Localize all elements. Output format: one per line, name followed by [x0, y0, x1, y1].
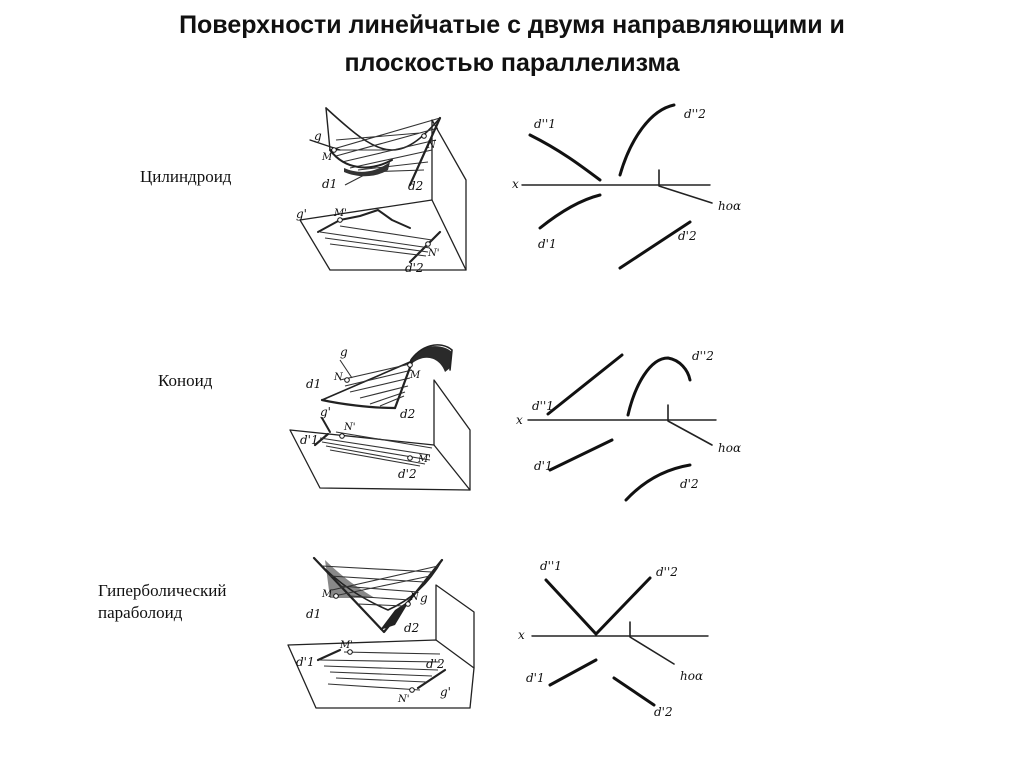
conoid-label-d2: d2: [400, 407, 416, 421]
cylindroid-label-g-prime: g': [296, 207, 307, 221]
cylindroid-g-prime-curve: [318, 210, 410, 232]
conoid-epure-label-d2-dprime: d''2: [692, 349, 714, 363]
conoid-epure-label-d2-prime: d'2: [680, 477, 699, 491]
cylindroid-top-edge: [326, 108, 440, 150]
conoid-point-M-prime: [408, 456, 413, 461]
hp-label-N-prime: N': [398, 694, 410, 705]
hp-3d-figure: [288, 558, 474, 708]
cylindroid-d1-dprime: [530, 135, 600, 180]
conoid-epure-label-h: hoα: [718, 441, 742, 455]
hp-vertical-plane: [436, 585, 474, 668]
cylindroid-label-d2: d2: [408, 179, 424, 193]
cylindroid-label-N: N: [427, 140, 436, 151]
hp-label-M: M: [322, 589, 333, 600]
conoid-d1-dprime: [548, 355, 622, 414]
cylindroid-3d-figure: [296, 108, 466, 275]
hp-label-d2: d2: [404, 621, 420, 635]
hp-d-dprime-lines: [546, 578, 650, 634]
cylindroid-epure-label-d2-dprime: d''2: [684, 107, 706, 121]
hp-label-d1: d1: [306, 607, 322, 621]
conoid-label-M-prime: M': [418, 454, 431, 465]
cylindroid-point-N: [422, 134, 427, 139]
conoid-h-trace: [668, 405, 712, 445]
hp-d2-prime: [614, 678, 654, 705]
hp-label-M-prime: M': [340, 640, 353, 651]
conoid-epure-label-d1-dprime: d''1: [532, 399, 554, 413]
conoid-label-N-prime: N': [344, 422, 356, 433]
conoid-label-g-prime: g': [320, 405, 331, 419]
hp-point-M: [334, 594, 339, 599]
hp-epure-label-d2-prime: d'2: [654, 705, 673, 719]
label-cylindroid: Цилиндроид: [140, 167, 232, 186]
title-line-2: плоскостью параллелизма: [344, 49, 680, 77]
cylindroid-d2-line: [410, 118, 440, 185]
cylindroid-label-g: g: [314, 129, 322, 143]
cylindroid-left-edge: [326, 108, 330, 150]
conoid-projection-rulings: [320, 432, 432, 466]
hp-d1-prime-line: [318, 650, 340, 660]
conoid-label-d2-prime: d'2: [398, 467, 417, 481]
hp-epure-label-d1-prime: d'1: [526, 671, 545, 685]
conoid-shaded-surface: [410, 346, 452, 372]
hp-d1-prime: [550, 660, 596, 685]
conoid-epure: [516, 349, 741, 500]
cylindroid-label-M: M: [322, 152, 333, 163]
cylindroid-epure-label-d1-prime: d'1: [538, 237, 557, 251]
conoid-epure-label-d1-prime: d'1: [534, 459, 553, 473]
cylindroid-d1-prime: [540, 195, 600, 228]
hp-label-g-prime: g': [440, 685, 451, 699]
hp-epure-label-d1-dprime: d''1: [540, 559, 562, 573]
conoid-label-g: g: [340, 345, 348, 359]
conoid-label-d1: d1: [306, 377, 322, 391]
conoid-d2-dprime: [628, 358, 690, 415]
cylindroid-epure-label-x: x: [512, 177, 519, 191]
conoid-d1-prime: [550, 440, 612, 470]
conoid-point-N: [345, 378, 350, 383]
cylindroid-projection-rulings: [320, 226, 432, 256]
conoid-g-prime-tick: [322, 418, 330, 432]
cylindroid-epure: [512, 105, 741, 268]
hp-label-d2-prime: d'2: [426, 657, 445, 671]
cylindroid-label-M-prime: M': [334, 208, 347, 219]
conoid-point-M: [408, 363, 413, 368]
cylindroid-epure-label-d1-dprime: d''1: [534, 117, 556, 131]
label-hp-line-2: параболоид: [98, 603, 183, 622]
cylindroid-epure-label-h: hoα: [718, 199, 742, 213]
conoid-rulings: [340, 364, 412, 406]
conoid-3d-figure: [290, 345, 470, 490]
cylindroid-d2-dprime: [620, 105, 674, 175]
conoid-label-M: M: [410, 370, 421, 381]
cylindroid-h-trace: [659, 170, 712, 203]
conoid-label-d1-prime: d'1: [300, 433, 319, 447]
hp-epure-label-x: x: [518, 628, 525, 642]
cylindroid-horizontal-plane: [300, 200, 466, 270]
hp-epure-label-h: hoα: [680, 669, 704, 683]
cylindroid-point-N-prime: [426, 242, 431, 247]
conoid-d2-line: [395, 362, 412, 408]
conoid-vertical-plane: [434, 380, 470, 490]
cylindroid-epure-label-d2-prime: d'2: [678, 229, 697, 243]
cylindroid-label-N-prime: N': [428, 248, 440, 259]
hp-label-g: g: [420, 591, 428, 605]
hp-h-trace: [630, 622, 674, 664]
hp-epure: [518, 559, 708, 719]
cylindroid-point-M: [332, 148, 337, 153]
title-line-1: Поверхности линейчатые с двумя направляющими и: [179, 11, 845, 39]
conoid-epure-label-x: x: [516, 413, 523, 427]
cylindroid-label-d1: d1: [322, 177, 338, 191]
conoid-point-N-prime: [340, 434, 345, 439]
label-hp-line-1: Гиперболический: [98, 581, 227, 600]
label-conoid: Коноид: [158, 371, 213, 390]
hp-label-d1-prime: d'1: [296, 655, 315, 669]
hp-epure-label-d2-dprime: d''2: [656, 565, 678, 579]
hp-point-N-prime: [410, 688, 415, 693]
cylindroid-label-d2-prime: d'2: [405, 261, 424, 275]
conoid-label-N: N: [334, 372, 343, 383]
hp-label-N: N: [410, 592, 419, 603]
